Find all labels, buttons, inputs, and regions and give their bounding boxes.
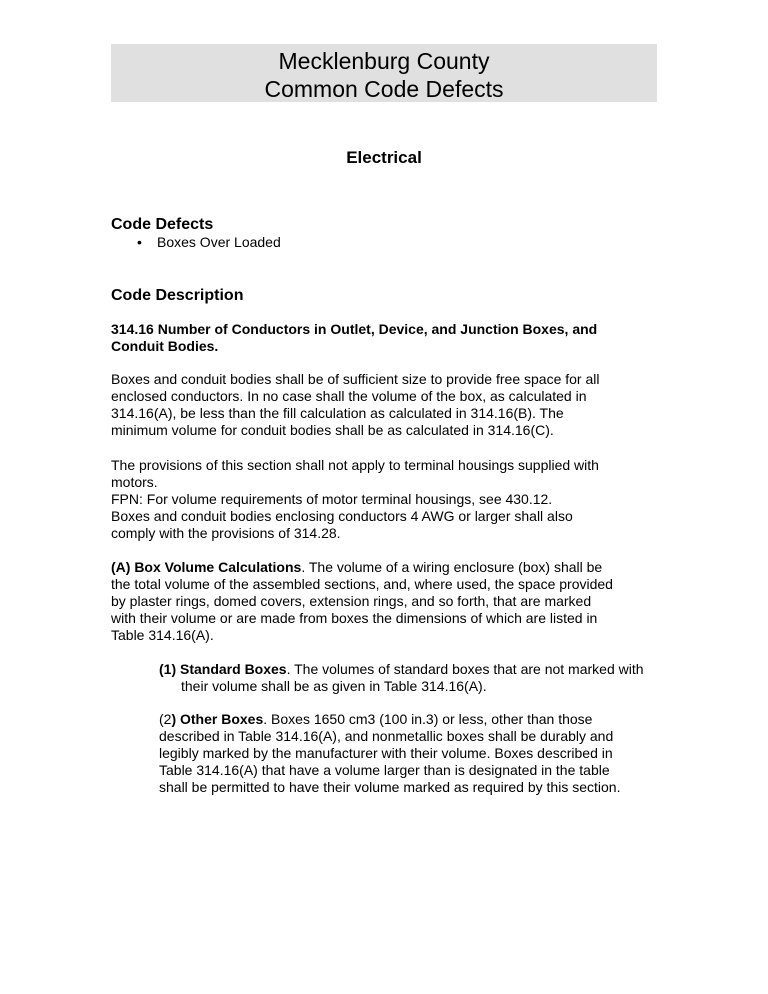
paragraph-box-volume: [111, 559, 671, 644]
text-line: shall be permitted to have their volume marked as required by this section.: [159, 779, 621, 795]
text-run: . The volume of a wiring enclosure (box) shall be: [301, 559, 603, 575]
subsection-label: (A) Box Volume Calculations: [111, 559, 302, 575]
article-title-line: Conduit Bodies.: [111, 338, 219, 354]
text-line: Table 314.16(A) that have a volume larger than is designated in the table: [159, 762, 610, 778]
text-line: The provisions of this section shall not apply to terminal housings supplied with: [111, 457, 599, 473]
article-title: [111, 321, 671, 355]
paragraph-standard-boxes: [159, 661, 659, 695]
text-line: comply with the provisions of 314.28.: [111, 525, 341, 541]
text-line: motors.: [111, 474, 158, 490]
defect-list-item: [137, 234, 281, 250]
document-title-banner: [111, 44, 657, 102]
text-run: (2: [159, 711, 172, 727]
paragraph-terminal-housings: [111, 457, 671, 542]
text-line: FPN: For volume requirements of motor terminal housings, see 430.12.: [111, 491, 553, 507]
text-line: Boxes and conduit bodies shall be of sufficient size to provide free space for all: [111, 371, 600, 387]
paragraph-box-size: [111, 371, 671, 439]
text-line: legibly marked by the manufacturer with their volume. Boxes described in: [159, 745, 613, 761]
section-heading: Electrical: [346, 148, 422, 167]
subsection-label: (1) Standard Boxes: [159, 661, 287, 677]
text-line: Table 314.16(A).: [111, 627, 214, 643]
text-line: the total volume of the assembled sections, and, where used, the space provided: [111, 576, 613, 592]
text-line: [159, 711, 659, 728]
text-line: 314.16(A), be less than the fill calculation as calculated in 314.16(B). The: [111, 405, 564, 421]
text-run: with their volume shall be as given in Table 314.16(A).: [181, 661, 644, 694]
bullet-icon: •: [137, 234, 142, 250]
text-block: [159, 661, 659, 695]
code-defects-heading: Code Defects: [111, 216, 214, 233]
text-run: . The volumes of standard boxes that are not marked: [286, 661, 615, 677]
text-line: [111, 559, 671, 576]
text-line: described in Table 314.16(A), and nonmetallic boxes shall be durably and: [159, 728, 614, 744]
text-line: minimum volume for conduit bodies shall be as calculated in 314.16(C).: [111, 422, 554, 438]
title-line-2: Common Code Defects: [264, 76, 504, 102]
text-line: with their volume or are made from boxes the dimensions of which are listed in: [111, 610, 598, 626]
text-line: enclosed conductors. In no case shall the volume of the box, as calculated in: [111, 388, 587, 404]
text-line: Boxes and conduit bodies enclosing conductors 4 AWG or larger shall also: [111, 508, 573, 524]
text-run: . Boxes 1650 cm3 (100 in.3) or less, other than those: [263, 711, 593, 727]
title-line-1: Mecklenburg County: [278, 48, 490, 74]
text-line: by plaster rings, domed covers, extension rings, and so forth, that are marked: [111, 593, 592, 609]
article-title-line: 314.16 Number of Conductors in Outlet, Device, and Junction Boxes, and: [111, 321, 598, 337]
defect-item-label: Boxes Over Loaded: [157, 234, 281, 250]
code-description-heading: Code Description: [111, 287, 244, 304]
paragraph-other-boxes: [159, 711, 659, 796]
subsection-label: ) Other Boxes: [171, 711, 264, 727]
